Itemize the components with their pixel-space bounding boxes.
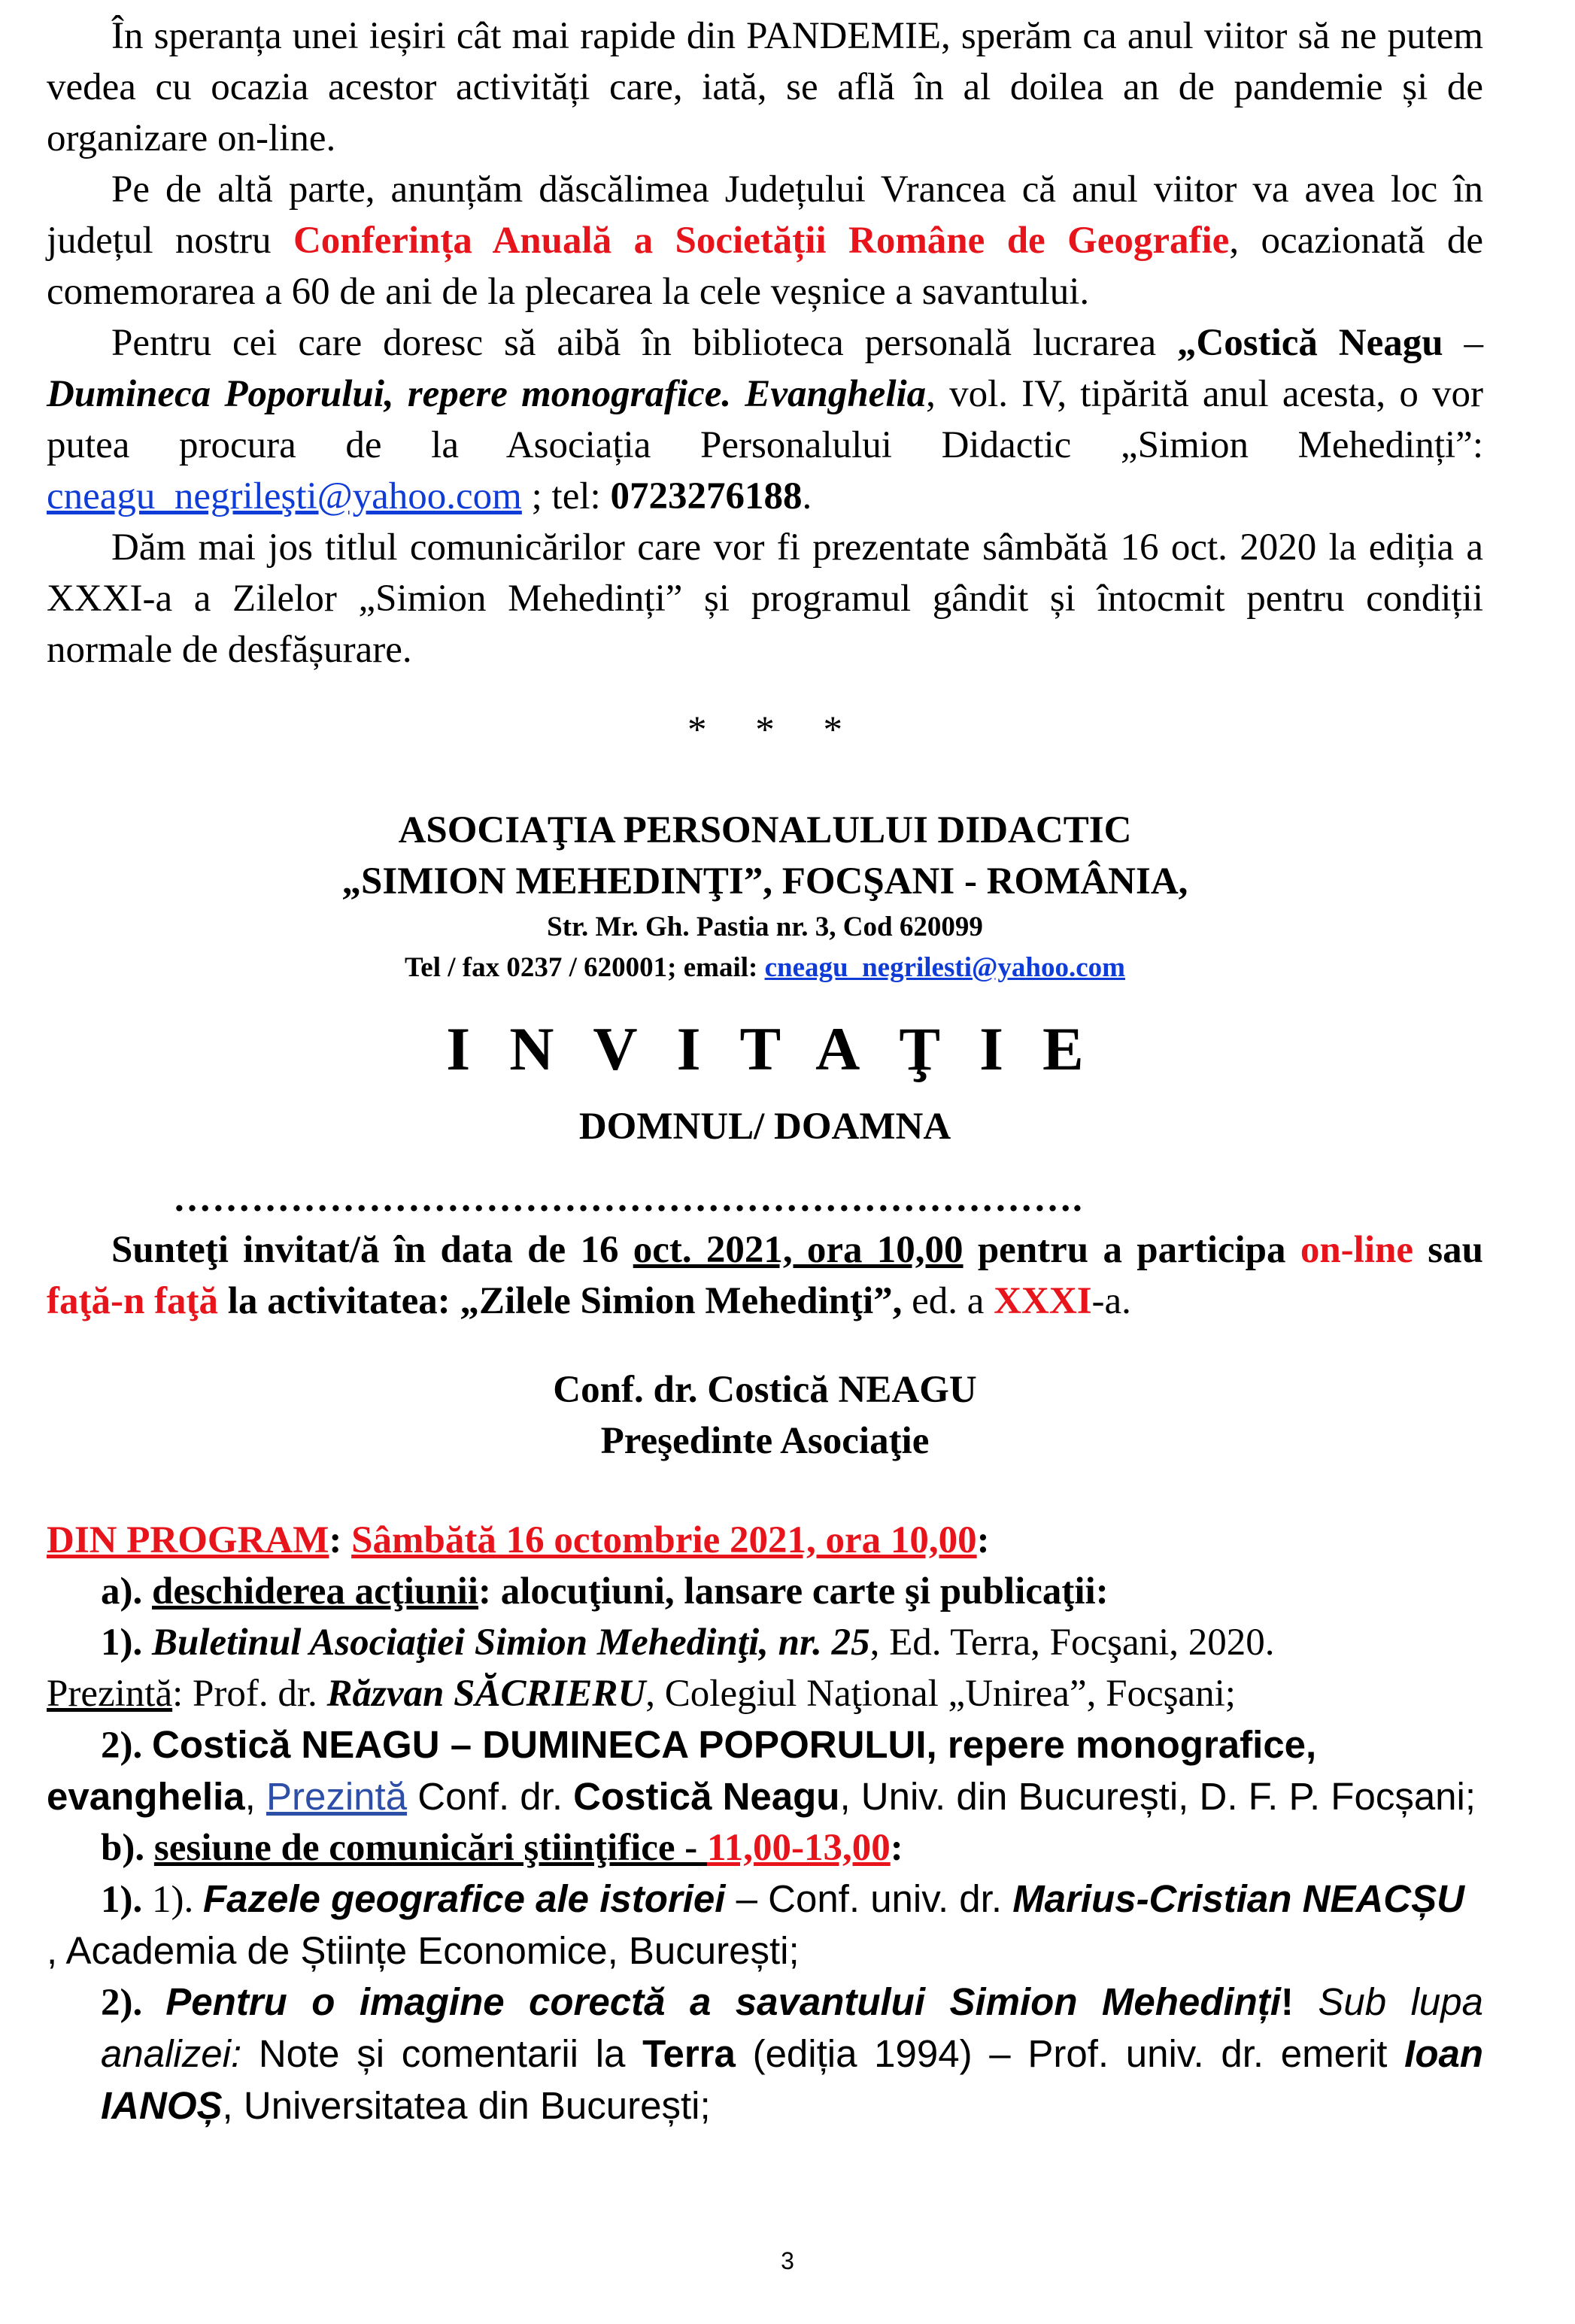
invitation-text xyxy=(47,1224,1483,1327)
text-run: , Colegiul Naţional „Unirea”, Focşani; xyxy=(645,1673,1236,1715)
program-item-a1 xyxy=(47,1617,1483,1668)
text-run: , xyxy=(244,1775,266,1818)
author-name: Marius-Cristian NEACȘU xyxy=(1012,1877,1464,1920)
presenter-name: Costică Neagu xyxy=(573,1775,840,1818)
item-label: a). xyxy=(101,1570,152,1613)
presenter-name: Răzvan SĂCRIERU xyxy=(326,1673,646,1715)
text-run: ed. a xyxy=(902,1280,994,1322)
text-run: – xyxy=(1443,322,1483,364)
conference-name: Conferința Anuală a Societății Române de Geografie xyxy=(293,220,1230,262)
paper-title: Fazele geografice ale istoriei xyxy=(202,1877,726,1920)
name-placeholder-dots: ……………………………………………………………. xyxy=(173,1178,1083,1220)
book-author: „Costică Neagu xyxy=(1176,322,1443,364)
organization-name xyxy=(47,805,1483,907)
program-section xyxy=(47,1515,1483,2132)
text-run: , ocazionată de comemorarea a 60 de ani de la plecarea la cele veșnice a savantului. xyxy=(47,220,1483,313)
mode-in-person: faţă-n faţă xyxy=(47,1280,219,1322)
book-title: Costică NEAGU – DUMINECA POPORULUI, repere monografice, xyxy=(151,1723,1317,1766)
org-line-2: „SIMION MEHEDINŢI”, FOCŞANI - ROMÂNIA, xyxy=(341,860,1188,903)
book-name: Terra xyxy=(642,2032,736,2075)
text-run: Pe de altă parte, anunțăm dăscălimea Județului Vrancea că anul viitor va avea loc în județul nostru xyxy=(47,168,1483,262)
mode-online: on-line xyxy=(1300,1229,1413,1271)
signature-block xyxy=(47,1364,1483,1467)
document-page xyxy=(47,11,1483,2132)
book-title-cont: evanghelia xyxy=(47,1775,245,1818)
program-item-b2 xyxy=(47,1977,1483,2132)
text-run: ! xyxy=(1280,1980,1294,2023)
phone-number: 0723276188 xyxy=(610,475,803,517)
author-name: Ioan IANOȘ xyxy=(101,2032,1484,2127)
text-run: ; tel: xyxy=(521,475,611,517)
email-link[interactable]: cneagu_negrileşti@yahoo.com xyxy=(47,475,522,517)
text-run: : Prof. dr. xyxy=(172,1673,327,1715)
program-item-a2 xyxy=(47,1719,1483,1771)
text-run: : xyxy=(329,1519,352,1561)
presents-link[interactable]: Prezintă xyxy=(266,1775,408,1818)
text-run: (ediția 1994) – Prof. univ. dr. emerit xyxy=(735,2032,1405,2075)
contact-line xyxy=(47,948,1483,988)
program-heading xyxy=(47,1515,1483,1566)
section-separator: * * * xyxy=(687,709,862,751)
text-run: Pentru cei care doresc să aibă în biblioteca personală lucrarea xyxy=(111,322,1177,364)
text-run: , vol. IV, tipărită anul acesta, o vor putea procura de la Asociația Personalului Didactic „Simion Mehedinți”: xyxy=(47,373,1483,466)
text-run: sau xyxy=(1413,1229,1483,1271)
address-line: Str. Mr. Gh. Pastia nr. 3, Cod 620099 xyxy=(547,912,983,942)
text-run: , Universitatea din București; xyxy=(222,2084,711,2127)
intro-paragraph-4: Dăm mai jos titlul comunicărilor care vor fi prezentate sâmbătă 16 oct. 2020 la ediția a XXXI-a a Zilelor „Simion Mehedinți” și programul gândit și întocmit pentru condiții normale de desfășurare. xyxy=(47,526,1483,671)
text-run: Conf. dr. xyxy=(407,1775,574,1818)
event-date: oct. 2021, ora 10,00 xyxy=(633,1229,964,1271)
item-number: 2). xyxy=(101,1982,166,2024)
intro-paragraph-3 xyxy=(47,317,1483,522)
signer-role: Preşedinte Asociaţie xyxy=(600,1420,930,1462)
session-time: 11,00-13,00 xyxy=(707,1827,891,1869)
intro-paragraph-1: În speranța unei ieșiri cât mai rapide din PANDEMIE, sperăm ca anul viitor să ne putem vedea cu ocazia acestor activități care, iată, se află în al doilea an de pandemie și de organizare on-line. xyxy=(47,15,1483,159)
page-number: 3 xyxy=(781,2247,794,2274)
contact-email-link[interactable]: cneagu_negrilesti@yahoo.com xyxy=(764,952,1125,983)
item-title: sesiune de comunicări ştiinţifice - xyxy=(153,1827,708,1869)
signer-name: Conf. dr. Costică NEAGU xyxy=(553,1369,977,1411)
text-run: . xyxy=(802,475,812,517)
text-run: : xyxy=(976,1519,990,1561)
text-run: , Univ. din București, D. F. P. Focșani; xyxy=(839,1775,1476,1818)
book-title: Dumineca Poporului, repere monografice. Evanghelia xyxy=(47,373,927,415)
text-run: : xyxy=(890,1827,903,1869)
paper-title: Pentru o imagine corectă a savantului Simion Mehedinți xyxy=(165,1980,1281,2023)
text-run: pentru a participa xyxy=(963,1229,1300,1271)
program-date: Sâmbătă 16 octombrie 2021, ora 10,00 xyxy=(351,1519,977,1561)
organization-address xyxy=(47,907,1483,988)
intro-section xyxy=(47,11,1483,675)
text-run: – Conf. univ. dr. xyxy=(725,1877,1013,1920)
program-item-b xyxy=(47,1822,1483,1873)
item-title: deschiderea acţiunii xyxy=(151,1570,478,1613)
salutation: DOMNUL/ DOAMNA xyxy=(578,1106,951,1148)
org-line-1: ASOCIAŢIA PERSONALULUI DIDACTIC xyxy=(398,809,1132,851)
text-run: : alocuţiuni, lansare carte şi publicaţii: xyxy=(478,1570,1109,1613)
program-label: DIN PROGRAM xyxy=(47,1519,329,1561)
item-number: 1). xyxy=(101,1879,152,1921)
program-item-b1 xyxy=(47,1873,1483,1925)
item-number-duplicate: 1). xyxy=(151,1879,203,1921)
text-run: , Ed. Terra, Focşani, 2020. xyxy=(869,1622,1275,1664)
program-item-a xyxy=(47,1566,1483,1617)
program-item-a1-presenter xyxy=(47,1668,1483,1719)
edition-number: XXXI xyxy=(994,1280,1092,1322)
publication-title: Buletinul Asociaţiei Simion Mehedinţi, nr. 25 xyxy=(151,1622,870,1664)
text-run: Note și comentarii la xyxy=(241,2032,643,2075)
invitation-title: INVITAŢIE xyxy=(446,1015,1123,1083)
text-run: la activitatea: „Zilele Simion Mehedinţi”, xyxy=(218,1280,903,1322)
paper-subtitle: Sub lupa analizei: xyxy=(101,1980,1483,2075)
program-item-b1-inst: , Academia de Științe Economice, București; xyxy=(47,1929,800,1972)
item-number: 2). xyxy=(101,1725,152,1767)
intro-paragraph-2 xyxy=(47,164,1483,317)
item-number: 1). xyxy=(101,1622,152,1664)
item-label: b). xyxy=(101,1827,154,1869)
program-item-a2-cont xyxy=(47,1771,1483,1822)
text-run: -a. xyxy=(1091,1280,1131,1322)
text-run: Sunteţi invitat/ă în data de 16 xyxy=(111,1229,633,1271)
contact-prefix: Tel / fax 0237 / 620001; email: xyxy=(405,952,765,983)
presents-label: Prezintă xyxy=(47,1673,173,1715)
